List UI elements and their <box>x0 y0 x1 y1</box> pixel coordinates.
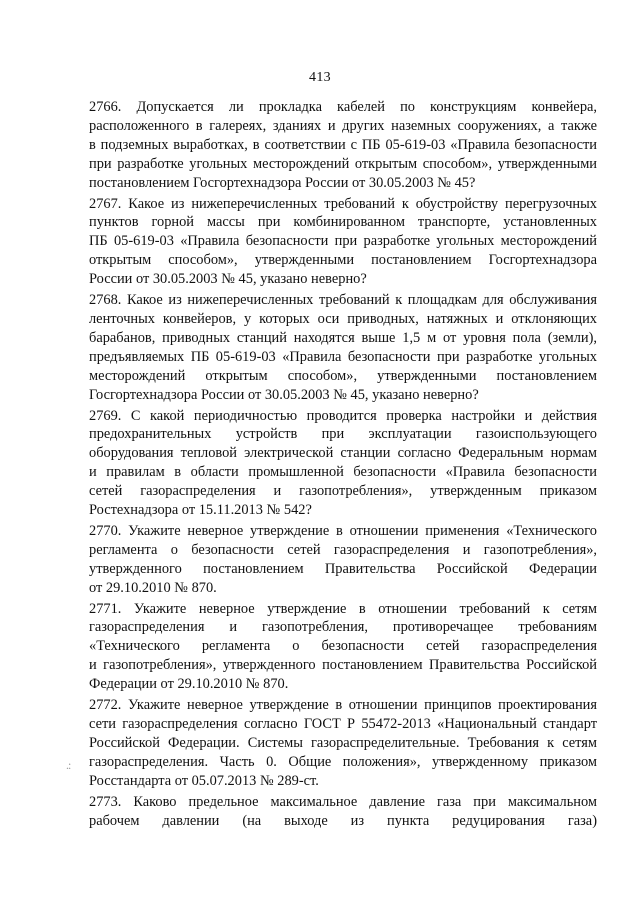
question-line: сети газораспределения согласно ГОСТ Р 55472-2013 «Национальный стандарт <box>89 716 597 732</box>
question-line: предъявляемых ПБ 05-619-03 «Правила безопасности при разработке угольных <box>89 348 597 365</box>
question-line: рабочем давлении (на выходе из пункта редуцирования газа) <box>89 812 597 829</box>
page-number: 413 <box>309 70 331 85</box>
question-line: ленточных конвейеров, у которых оси приводных, натяжных и отклоняющих <box>89 310 597 327</box>
question-line: и газопотребления», утвержденного постановлением Правительства Российской <box>89 657 597 674</box>
question-2769 <box>89 407 597 520</box>
question-line: Федерации от 29.10.2010 № 870. <box>89 676 289 693</box>
question-line: 2767. Какое из нижеперечисленных требований к обустройству перегрузочных <box>89 195 597 212</box>
question-line: регламента о безопасности сетей газораспределения и газопотребления», <box>89 541 597 558</box>
margin-mark: .: <box>66 758 71 772</box>
question-line: от 29.10.2010 № 870. <box>89 579 217 596</box>
question-2770 <box>89 522 597 598</box>
question-line: барабанов, приводных станций находятся выше 1,5 м от уровня пола (земли), <box>89 329 597 346</box>
question-line: Росстандарта от 05.07.2013 № 289-ст. <box>89 772 319 789</box>
question-line: расположенного в галереях, зданиях и других наземных сооружениях, а также <box>89 117 597 134</box>
question-line: 2773. Каково предельное максимальное давление газа при максимальном <box>89 793 597 810</box>
question-line: сетей газораспределения и газопотребления», утвержденным приказом <box>89 483 597 500</box>
question-line: Госгортехнадзора России от 30.05.2003 № 45, указано неверно? <box>89 386 479 403</box>
question-list <box>89 98 597 832</box>
question-2767 <box>89 195 597 290</box>
question-line: Российской Федерации. Системы газораспределительные. Требования к сетям <box>89 734 597 751</box>
question-line: 2772. Укажите неверное утверждение в отношении принципов проектирования <box>89 697 597 714</box>
question-line: в подземных выработках, в соответствии с ПБ 05-619-03 «Правила безопасности <box>89 136 597 153</box>
question-line: 2768. Какое из нижеперечисленных требований к площадкам для обслуживания <box>89 292 597 309</box>
question-line: газораспределения и газопотребления, противоречащее требованиям <box>89 619 597 636</box>
question-line: постановлением Госгортехнадзора России от 30.05.2003 № 45? <box>89 174 476 191</box>
question-line: ПБ 05-619-03 «Правила безопасности при разработке угольных месторождений <box>89 233 597 250</box>
question-line: Ростехнадзора от 15.11.2013 № 542? <box>89 502 312 519</box>
question-line: 2769. С какой периодичностью проводится проверка настройки и действия <box>89 407 597 424</box>
question-2771 <box>89 600 597 695</box>
question-line: 2770. Укажите неверное утверждение в отношении применения «Технического <box>89 522 597 539</box>
question-line: газораспределения. Часть 0. Общие положения», утвержденному приказом <box>89 753 597 770</box>
question-line: и правилам в области промышленной безопасности «Правила безопасности <box>89 464 597 481</box>
question-line: утвержденного постановлением Правительства Российской Федерации <box>89 560 597 577</box>
question-2772 <box>89 696 597 791</box>
question-2773 <box>89 793 597 831</box>
question-line: при разработке угольных месторождений открытым способом», утвержденными <box>89 155 597 172</box>
question-2768 <box>89 291 597 404</box>
question-line: предохранительных устройств при эксплуатации газоиспользующего <box>89 426 597 443</box>
question-line: пунктов горной массы при комбинированном транспорте, установленных <box>89 214 597 231</box>
question-line: оборудования тепловой электрической станции согласно Федеральным нормам <box>89 445 597 462</box>
question-line: России от 30.05.2003 № 45, указано неверно? <box>89 271 367 288</box>
question-line: 2766. Допускается ли прокладка кабелей по конструкциям конвейера, <box>89 99 597 115</box>
question-2766 <box>89 98 597 193</box>
question-line: 2771. Укажите неверное утверждение в отношении требований к сетям <box>89 600 597 617</box>
question-line: открытым способом», утвержденными постановлением Госгортехнадзора <box>89 252 597 269</box>
question-line: «Технического регламента о безопасности сетей газораспределения <box>89 638 597 655</box>
question-line: месторождений открытым способом», утвержденными постановлением <box>89 367 597 384</box>
